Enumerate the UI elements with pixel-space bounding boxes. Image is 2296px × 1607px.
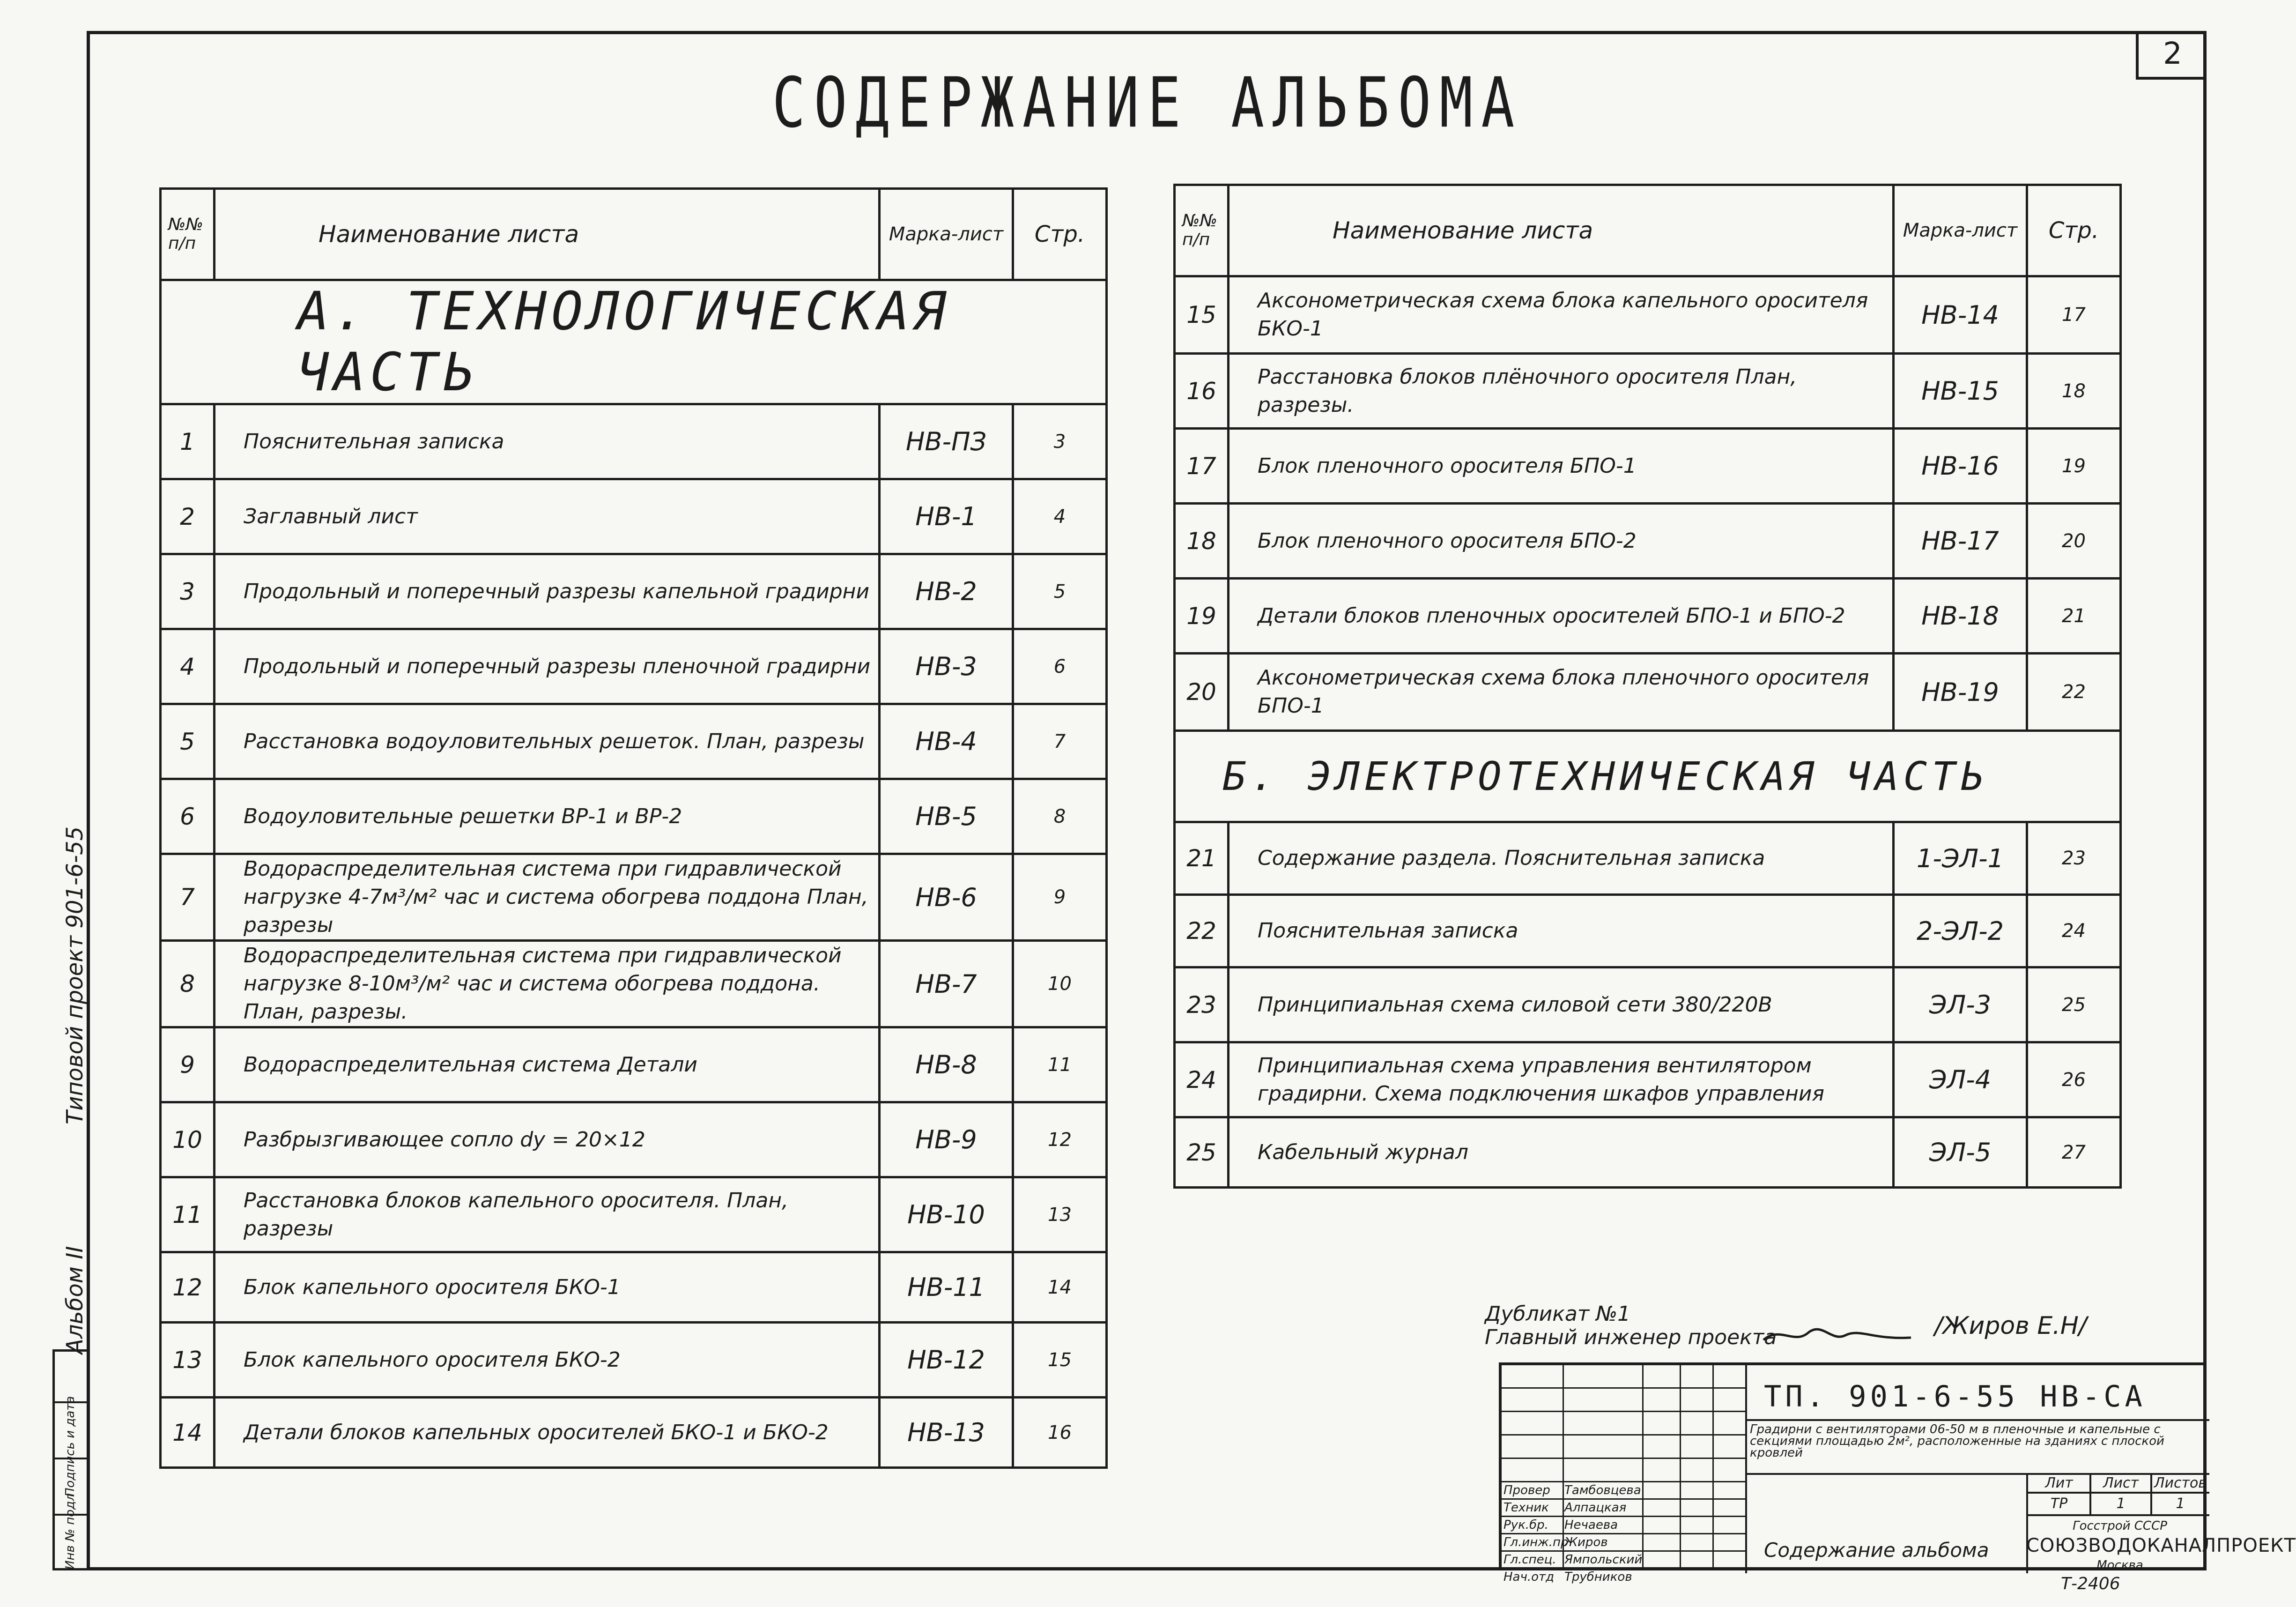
page-title: СОДЕРЖАНИЕ АЛЬБОМА [772,62,1523,143]
row-mark: ЭЛ-3 [1894,967,2027,1042]
row-number: 9 [161,1027,215,1102]
row-mark: НВ-18 [1894,579,2027,654]
sheet-value: 1 [2116,1495,2126,1512]
project-label: Типовой проект 901-6-55 [62,826,88,1124]
row-name: Блок пленочного оросителя БПО-1 [1229,429,1894,504]
row-number: 11 [161,1177,215,1252]
table-row [1175,967,2121,1042]
row-name: Расстановка блоков капельного оросителя. План, разрезы [215,1177,880,1252]
row-page: 27 [2027,1117,2121,1188]
table-row [161,554,1107,629]
signer-name: Тамбовцева [1564,1483,1641,1497]
table-row [161,479,1107,554]
document-code: ТП. 901-6-55 НВ-СА [1764,1379,2146,1414]
row-page: 8 [1013,779,1107,854]
row-page: 24 [2027,895,2121,967]
table-row [161,1177,1107,1252]
order-number: Т-2406 [2061,1574,2120,1593]
section-b-title: Б. ЭЛЕКТРОТЕХНИЧЕСКАЯ ЧАСТЬ [1175,731,2121,822]
row-name: Разбрызгивающее сопло dу = 20×12 [215,1102,880,1177]
row-number: 23 [1175,967,1229,1042]
row-mark: НВ-2 [880,554,1013,629]
row-mark: НВ-11 [880,1252,1013,1323]
row-mark: НВ-5 [880,779,1013,854]
signer-name: Трубников [1564,1570,1632,1584]
row-name: Заглавный лист [215,479,880,554]
row-number: 4 [161,629,215,704]
chief-engineer-name: /Жиров Е.Н/ [1934,1312,2087,1340]
row-number: 16 [1175,354,1229,429]
row-name: Аксонометрическая схема блока пленочного оросителя БПО-1 [1229,654,1894,731]
row-name: Водораспределительная система при гидравлической нагрузке 4-7м³/м² час и система обогрева поддона План, разрезы [215,854,880,941]
row-mark: НВ-14 [1894,276,2027,354]
row-mark: НВ-17 [1894,504,2027,579]
strip-cell [55,1352,87,1403]
row-number: 12 [161,1252,215,1323]
contents-table-right [1173,184,2122,1189]
row-number: 15 [1175,276,1229,354]
row-page: 5 [1013,554,1107,629]
row-number: 18 [1175,504,1229,579]
row-mark: НВ-9 [880,1102,1013,1177]
row-name: Принципиальная схема управления вентилятором градирни. Схема подключения шкафов управления [1229,1042,1894,1117]
row-name: Блок пленочного оросителя БПО-2 [1229,504,1894,579]
duplicate-line1: Дубликат №1 [1485,1302,1631,1326]
row-page: 15 [1013,1323,1107,1398]
row-number: 10 [161,1102,215,1177]
signer-role: Провер [1504,1483,1550,1497]
table-row [1175,276,2121,354]
row-page: 19 [2027,429,2121,504]
sheets-label: Листов [2154,1475,2207,1491]
table-row [1175,354,2121,429]
row-name: Принципиальная схема силовой сети 380/220В [1229,967,1894,1042]
row-name: Кабельный журнал [1229,1117,1894,1188]
sheet-label: Лист [2103,1475,2139,1491]
row-number: 19 [1175,579,1229,654]
header-mark: Марка-лист [880,189,1013,280]
row-number: 8 [161,941,215,1027]
row-number: 5 [161,704,215,779]
row-mark: 2-ЭЛ-2 [1894,895,2027,967]
row-number: 7 [161,854,215,941]
inv-label: Инв № подл [63,1493,77,1570]
project-description: Градирни с вентиляторами 06-50 м в пленочные и капельные с секциями площадью 2м², расположенные на зданиях с плоской кровлей [1750,1422,2164,1460]
row-page: 13 [1013,1177,1107,1252]
row-mark: НВ-15 [1894,354,2027,429]
org-ministry: Госстрой СССР [2073,1519,2167,1533]
header-name: Наименование листа [1229,185,1894,276]
row-name: Детали блоков капельных оросителей БКО-1 и БКО-2 [215,1398,880,1468]
table-row [161,779,1107,854]
row-mark: 1-ЭЛ-1 [1894,822,2027,895]
table-header [161,189,1107,280]
lit-value: ТР [2050,1495,2068,1512]
row-page: 10 [1013,941,1107,1027]
org-name: СОЮЗВОДОКАНАЛПРОЕКТ [2026,1535,2296,1556]
section-heading [161,280,1107,404]
row-name: Водораспределительная система Детали [215,1027,880,1102]
row-mark: НВ-13 [880,1398,1013,1468]
row-number: 14 [161,1398,215,1468]
header-page: Стр. [1013,189,1107,280]
table-row [1175,822,2121,895]
row-name: Расстановка водоуловительных решеток. План, разрезы [215,704,880,779]
sheet-name: Содержание альбома [1764,1539,1989,1562]
row-page: 26 [2027,1042,2121,1117]
row-number: 3 [161,554,215,629]
row-page: 4 [1013,479,1107,554]
sheet-number: 2 [2136,31,2207,80]
org-city: Москва [2096,1558,2143,1572]
header-page: Стр. [2027,185,2121,276]
row-mark: НВ-8 [880,1027,1013,1102]
row-number: 22 [1175,895,1229,967]
header-name: Наименование листа [215,189,880,280]
header-mark: Марка-лист [1894,185,2027,276]
duplicate-note [1485,1302,1777,1349]
row-number: 20 [1175,654,1229,731]
row-page: 17 [2027,276,2121,354]
table-row [1175,579,2121,654]
table-row [161,1398,1107,1468]
row-page: 9 [1013,854,1107,941]
table-row [161,1027,1107,1102]
row-name: Аксонометрическая схема блока капельного оросителя БКО-1 [1229,276,1894,354]
row-number: 1 [161,404,215,479]
signer-role: Техник [1504,1501,1549,1515]
signature [1761,1321,1916,1349]
table-row [161,1323,1107,1398]
row-name: Продольный и поперечный разрезы капельной градирни [215,554,880,629]
row-mark: ЭЛ-4 [1894,1042,2027,1117]
signer-name: Нечаева [1564,1518,1618,1532]
header-num: №№ п/п [161,189,215,280]
row-name: Детали блоков пленочных оросителей БПО-1 и БПО-2 [1229,579,1894,654]
signer-role: Гл.спец. [1504,1553,1556,1567]
row-mark: НВ-4 [880,704,1013,779]
signer-role: Рук.бр. [1504,1518,1548,1532]
row-page: 14 [1013,1252,1107,1323]
row-name: Содержание раздела. Пояснительная записка [1229,822,1894,895]
table-row [161,404,1107,479]
row-mark: ЭЛ-5 [1894,1117,2027,1188]
signer-role: Гл.инж.пр [1504,1535,1569,1549]
sheets-value: 1 [2176,1495,2185,1512]
row-page: 11 [1013,1027,1107,1102]
row-mark: НВ-12 [880,1323,1013,1398]
row-name: Пояснительная записка [1229,895,1894,967]
table-row [1175,654,2121,731]
row-number: 25 [1175,1117,1229,1188]
row-name: Водораспределительная система при гидравлической нагрузке 8-10м³/м² час и система обогрева поддона. План, разрезы. [215,941,880,1027]
signer-name: Жиров [1564,1535,1608,1549]
row-page: 21 [2027,579,2121,654]
row-mark: НВ-7 [880,941,1013,1027]
table-header [1175,185,2121,276]
row-name: Водоуловительные решетки ВР-1 и ВР-2 [215,779,880,854]
row-name: Расстановка блоков плёночного оросителя План, разрезы. [1229,354,1894,429]
table-row [161,1102,1107,1177]
table-row [161,941,1107,1027]
row-page: 3 [1013,404,1107,479]
row-name: Пояснительная записка [215,404,880,479]
table-row [1175,895,2121,967]
row-number: 2 [161,479,215,554]
album-label: Альбом II [62,1246,88,1354]
row-page: 6 [1013,629,1107,704]
row-number: 17 [1175,429,1229,504]
row-number: 6 [161,779,215,854]
table-row [1175,1117,2121,1188]
table-row [1175,429,2121,504]
row-mark: НВ-16 [1894,429,2027,504]
lit-label: Лит [2045,1475,2073,1491]
inventory-strip [52,1349,87,1570]
row-mark: НВ-6 [880,854,1013,941]
section-heading [1175,731,2121,822]
signer-name: Алпацкая [1564,1501,1627,1515]
table-row [161,1252,1107,1323]
contents-table-left [159,187,1108,1469]
header-num: №№ п/п [1175,185,1229,276]
row-name: Блок капельного оросителя БКО-1 [215,1252,880,1323]
table-row [161,704,1107,779]
row-page: 23 [2027,822,2121,895]
row-page: 18 [2027,354,2121,429]
row-page: 20 [2027,504,2121,579]
row-number: 21 [1175,822,1229,895]
duplicate-line2: Главный инженер проекта [1485,1325,1777,1349]
row-number: 24 [1175,1042,1229,1117]
row-page: 7 [1013,704,1107,779]
row-page: 12 [1013,1102,1107,1177]
section-a-title: А. ТЕХНОЛОГИЧЕСКАЯ ЧАСТЬ [161,280,1107,404]
row-mark: НВ-ПЗ [880,404,1013,479]
signer-role: Нач.отд [1504,1570,1555,1584]
table-row [161,854,1107,941]
row-name: Продольный и поперечный разрезы пленочной градирни [215,629,880,704]
row-page: 25 [2027,967,2121,1042]
row-mark: НВ-10 [880,1177,1013,1252]
sign-label: Подпись и дата [63,1396,77,1497]
row-page: 22 [2027,654,2121,731]
table-row [1175,1042,2121,1117]
signer-name: Ямпольский [1564,1553,1643,1567]
row-number: 13 [161,1323,215,1398]
row-mark: НВ-19 [1894,654,2027,731]
row-name: Блок капельного оросителя БКО-2 [215,1323,880,1398]
table-row [161,629,1107,704]
row-page: 16 [1013,1398,1107,1468]
row-mark: НВ-3 [880,629,1013,704]
row-mark: НВ-1 [880,479,1013,554]
table-row [1175,504,2121,579]
